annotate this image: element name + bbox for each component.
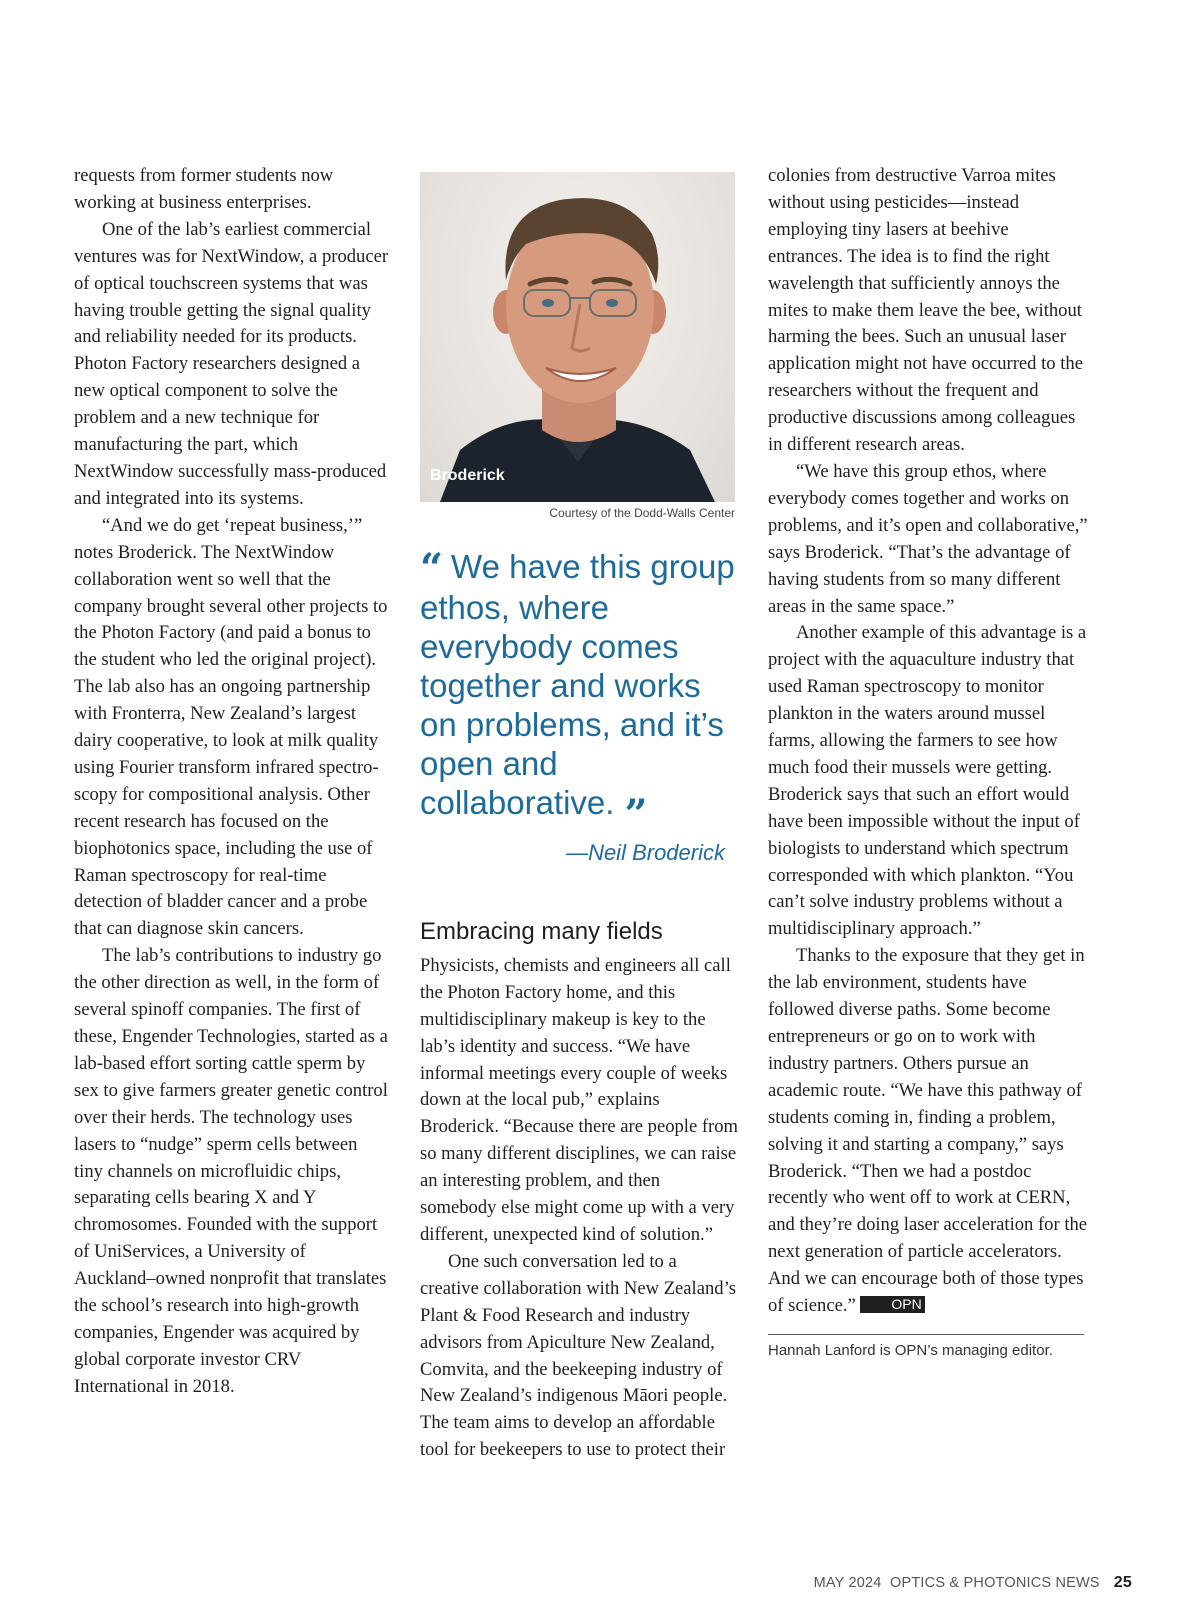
portrait-photo <box>420 172 735 502</box>
photo-caption-label: Broderick <box>430 467 505 485</box>
end-mark-badge: OPN <box>860 1296 924 1313</box>
article-column-3 <box>768 163 1088 1361</box>
page-footer <box>814 1574 1132 1592</box>
paragraph: “And we do get ‘repeat business,’” notes Broderick. The NextWindow collaboration went so well that the company brought several other projects to the Photon Factory (and paid a bonus to the student who led the original project). The lab also has an ongoing partnership with Fronterra, New Zealand’s largest dairy cooperative, to look at milk quality using Fourier transform infrared spectroscopy for compositional analysis. Other recent research has focused on the biophotonics space, including the use of Raman spectroscopy for real-time detection of bladder cancer and a probe that can diagnose skin cancers. <box>74 514 388 940</box>
page-number: 25 <box>1113 1574 1132 1591</box>
author-bio: Hannah Lanford is OPN’s managing editor. <box>768 1341 1053 1359</box>
pull-quote <box>420 545 740 838</box>
paragraph <box>768 943 1088 1320</box>
pull-quote-attribution: —Neil Broderick <box>566 840 725 865</box>
portrait-illustration <box>420 172 735 502</box>
pull-quote-text: We have this group ethos, where everybody comes together and works on problems, and it’s open and collaborative. <box>420 548 735 821</box>
section-heading: Embracing many fields <box>420 917 663 945</box>
paragraph: Physicists, chemists and engineers all call the Photon Factory home, and this multidisciplinary makeup is key to the lab’s identity and success. “We have informal meetings every couple of weeks down at the local pub,” explains Broderick. “Because there are people from so many different disciplines, we can raise an interesting problem, and then somebody else might come up with a very different, unexpected kind of solution.” <box>420 954 739 1245</box>
paragraph: One of the lab’s earliest commercial ventures was for NextWindow, a producer of optical touchscreen systems that was having trouble getting the signal quality and reliability needed for its products. Photon Factory researchers designed a new optical component to solve the problem and a new technique for manufacturing the part, which NextWindow successfully mass-produced and integrated into its systems. <box>74 218 389 509</box>
close-quote-icon: ” <box>624 791 648 838</box>
article-column-1 <box>74 163 390 1401</box>
final-paragraph-text: Thanks to the exposure that they get in the lab environment, students have followed diverse paths. Some become entrepreneurs or go on to work with industry partners. Others pursue an academic route. “We have this pathway of students coming in, finding a problem, solving it and starting a company,” says Broderick. “Then we had a postdoc recently who went off to work at CERN, and they’re doing laser acceleration for the next generation of particle accelerators. And we can encourage both of those types of science.” <box>768 945 1088 1317</box>
paragraph: “We have this group ethos, where everybody comes together and works on problems, and it’s open and collaborative,” says Broderick. “That’s the advantage of having students from so many different areas in the same space.” <box>768 460 1088 617</box>
publication-name: OPTICS & PHOTONICS NEWS <box>890 1575 1100 1591</box>
article-column-2 <box>420 163 740 1464</box>
bio-divider <box>768 1334 1084 1335</box>
photo-credit: Courtesy of the Dodd-Walls Center <box>549 506 735 520</box>
open-quote-icon: “ <box>420 545 444 592</box>
paragraph: One such conversation led to a creative collaboration with New Zealand’s Plant & Food Research and industry advisors from Apiculture New Zealand, Comvita, and the beekeeping industry of New Zealand’s indigenous Māori people. The team aims to develop an affordable tool for beekeepers to use to protect their <box>420 1250 736 1461</box>
paragraph: The lab’s contributions to industry go the other direction as well, in the form of several spinoff companies. The first of these, Engender Technologies, started as a lab-based effort sorting cattle sperm by sex to give farmers greater genetic control over their herds. The technology uses lasers to “nudge” sperm cells between tiny channels on microfluidic chips, separating cells bearing X and Y chromosomes. Founded with the support of UniServices, a University of Auckland–owned nonprofit that translates the school’s research into high-growth companies, Engender was acquired by global corporate investor CRV International in 2018. <box>74 945 388 1397</box>
issue-date: MAY 2024 <box>813 1575 882 1591</box>
paragraph: Another example of this advantage is a project with the aquaculture industry that used Raman spectroscopy to monitor plankton in the waters around mussel farms, allowing the farmers to see how much food their mussels were getting. Broderick says that such an effort would have been impossible without the input of biologists to understand which spectrum corresponded with which plankton. “You can’t solve industry problems without a multidisciplinary approach.” <box>768 622 1087 940</box>
paragraph: colonies from destructive Varroa mites without using pesticides—instead employing tiny lasers at beehive entrances. The idea is to find the right wavelength that sufficiently annoys the mites to make them leave the bee, without harming the bees. Such an unusual laser application might not have occurred to the researchers without the frequent and productive discussions among colleagues in different research areas. <box>768 165 1083 456</box>
paragraph: requests from former students now working at business enterprises. <box>74 165 334 213</box>
